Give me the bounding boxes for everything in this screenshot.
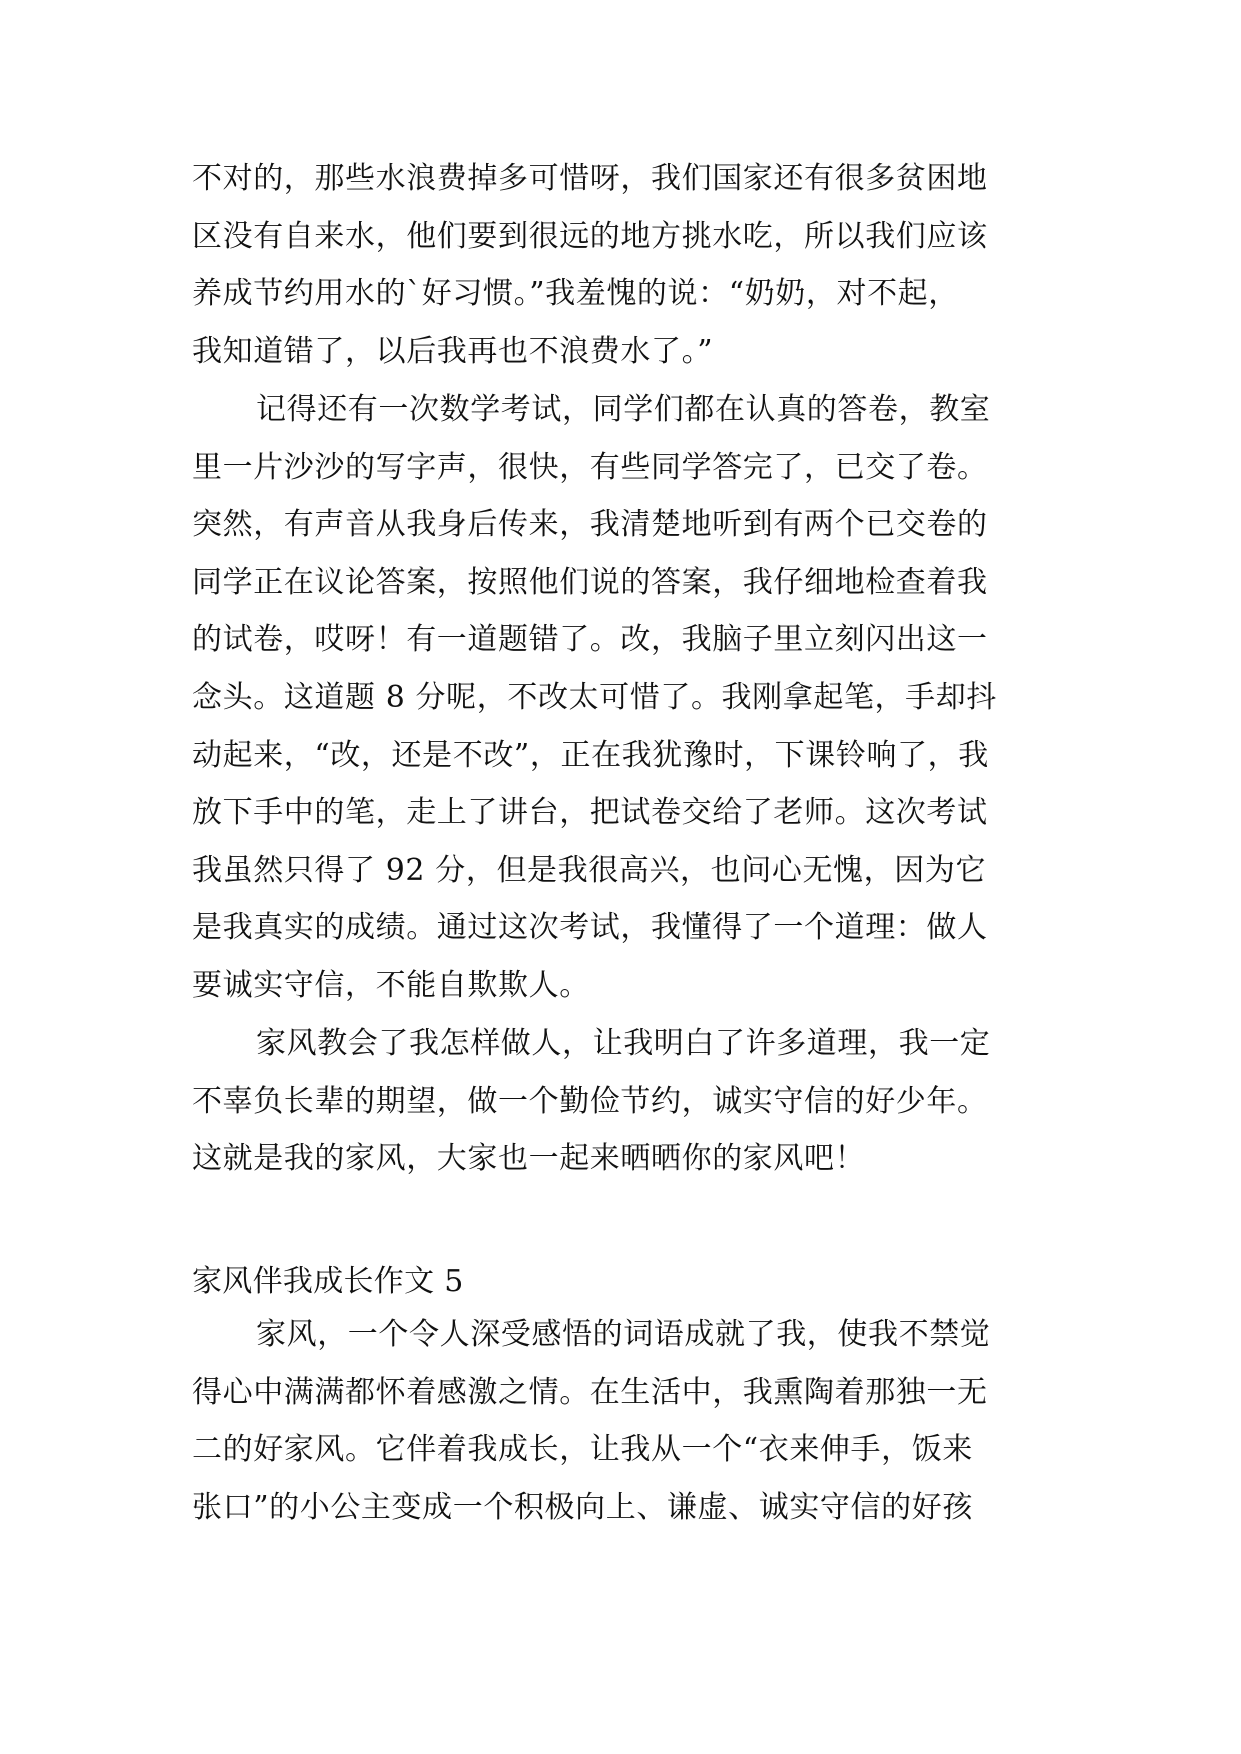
paragraph-line: 突然，有声音从我身后传来，我清楚地听到有两个已交卷的 (192, 507, 988, 543)
paragraph-line: 这就是我的家风，大家也一起来晒晒你的家风吧！ (192, 1141, 866, 1177)
paragraph-line: 家风，一个令人深受感悟的词语成就了我，使我不禁觉 (256, 1317, 991, 1352)
paragraph-line: 家风教会了我怎样做人，让我明白了许多道理，我一定 (256, 1026, 991, 1061)
paragraph-line: 不对的，那些水浪费掉多可惜呀，我们国家还有很多贫困地 (192, 161, 988, 196)
paragraph-line: 得心中满满都怀着感激之情。在生活中，我熏陶着那独一无 (192, 1374, 988, 1410)
paragraph-3 (192, 1015, 1062, 1188)
paragraph-line: 二的好家风。它伴着我成长，让我从一个“衣来伸手，饭来 (192, 1432, 973, 1468)
paragraph-line: 放下手中的笔，走上了讲台，把试卷交给了老师。这次考试 (192, 795, 988, 831)
paragraph-line: 是我真实的成绩。通过这次考试，我懂得了一个道理：做人 (192, 910, 988, 946)
paragraph-line: 我虽然只得了 92 分，但是我很高兴，也问心无愧，因为它 (192, 852, 987, 888)
section-title: 家风伴我成长作文 5 (192, 1264, 464, 1299)
paragraph-2 (192, 381, 1062, 1015)
paragraph-line: 记得还有一次数学考试，同学们都在认真的答卷，教室 (256, 392, 991, 427)
paragraph-line: 要诚实守信，不能自欺欺人。 (192, 967, 590, 1003)
paragraph-line: 里一片沙沙的写字声，很快，有些同学答完了，已交了卷。 (192, 449, 988, 485)
paragraph-line: 同学正在议论答案，按照他们说的答案，我仔细地检查着我 (192, 564, 988, 600)
paragraph-line: 养成节约用水的`好习惯。”我羞愧的说：“奶奶，对不起， (192, 276, 959, 312)
paragraph-line: 区没有自来水，他们要到很远的地方挑水吃，所以我们应该 (192, 218, 988, 254)
paragraph-1 (192, 150, 1062, 380)
paragraph-line: 不辜负长辈的期望，做一个勤俭节约，诚实守信的好少年。 (192, 1083, 988, 1119)
paragraph-line: 念头。这道题 8 分呢，不改太可惜了。我刚拿起笔，手却抖 (192, 679, 997, 715)
paragraph-line: 张口”的小公主变成一个积极向上、谦虚、诚实守信的好孩 (192, 1489, 973, 1525)
section-paragraph (192, 1306, 1062, 1536)
paragraph-line: 的试卷，哎呀！有一道题错了。改，我脑子里立刻闪出这一 (192, 622, 988, 658)
paragraph-line: 动起来，“改，还是不改”，正在我犹豫时，下课铃响了，我 (192, 737, 989, 773)
paragraph-line: 我知道错了，以后我再也不浪费水了。” (192, 333, 714, 369)
